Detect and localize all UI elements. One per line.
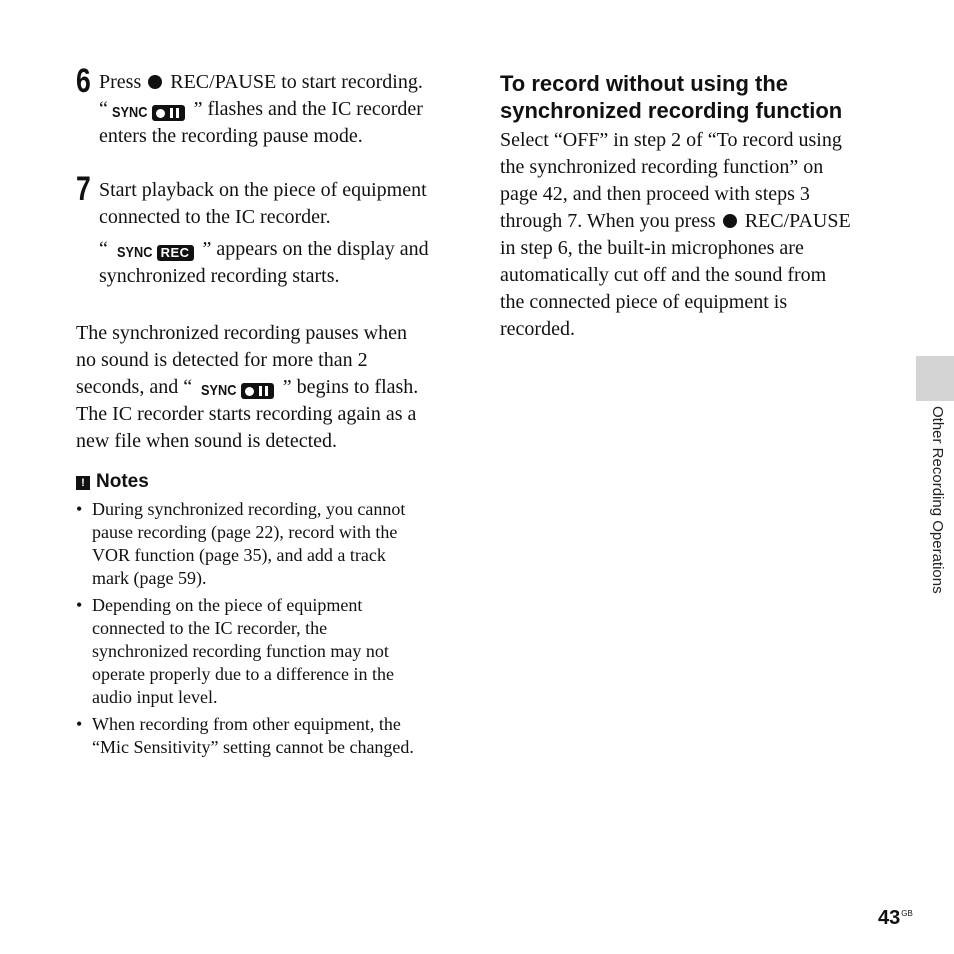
note-line: connected to the IC recorder, the [92, 618, 328, 638]
rec-dot-icon [148, 75, 162, 89]
text-line: “ SYNC ” flashes and the IC recorder [99, 98, 423, 121]
text-line: new file when sound is detected. [76, 430, 338, 452]
text-line: no sound is detected for more than 2 [76, 349, 368, 371]
text-line: page 42, and then proceed with steps 3 [500, 183, 810, 205]
sync-pause-paragraph [76, 320, 418, 455]
note-1-lines [92, 498, 405, 590]
text-line: in step 6, the built-in microphones are [500, 237, 804, 259]
note-line: VOR function (page 35), and add a track [92, 545, 386, 565]
section-heading-line-1: To record without using the [500, 71, 789, 96]
text-line: recorded. [500, 318, 575, 340]
bullet: • [76, 499, 83, 519]
note-line: pause recording (page 22), record with the [92, 522, 398, 542]
text-line: synchronized recording starts. [99, 265, 340, 287]
text-line: seconds, and “ SYNC ” begins to flash. [76, 376, 419, 399]
note-line: When recording from other equipment, the [92, 714, 401, 734]
page-number-suffix: GB [901, 909, 913, 918]
bullet: • [76, 714, 83, 734]
bullet: • [76, 595, 83, 615]
text-line: through 7. When you press REC/PAUSE [500, 210, 851, 232]
note-3-lines [92, 713, 414, 759]
note-line: synchronized recording function may not [92, 641, 389, 661]
notes-icon: ! [76, 476, 90, 490]
note-item-1 [76, 498, 406, 590]
text-line: the connected piece of equipment is [500, 291, 788, 313]
note-2-lines [92, 594, 394, 709]
text-line: The IC recorder starts recording again as a [76, 403, 417, 425]
chapter-side-label [926, 406, 946, 646]
step-6-line [99, 69, 423, 150]
paragraph-lines [76, 320, 418, 455]
rec-dot-icon [723, 214, 737, 228]
step-7-lines [99, 177, 427, 231]
note-item-2 [76, 594, 395, 709]
text-line: Start playback on the piece of equipment [99, 179, 427, 201]
chapter-side-label-text: Other Recording Operations [929, 406, 946, 594]
text-line: The synchronized recording pauses when [76, 322, 407, 344]
step-7-result [99, 236, 429, 290]
text-line: the synchronized recording function” on [500, 156, 824, 178]
sync-rec-icon: SYNC REC [117, 245, 194, 261]
section-heading-line-2: synchronized recording function [500, 98, 843, 123]
text-line: Select “OFF” in step 2 of “To record using [500, 129, 842, 151]
note-line: Depending on the piece of equipment [92, 595, 363, 615]
note-item-3 [76, 713, 414, 759]
note-line: “Mic Sensitivity” setting cannot be changed. [92, 737, 414, 757]
chapter-tab [916, 356, 954, 401]
step-7-text [99, 177, 427, 231]
sync-pause-icon: SYNC [201, 383, 274, 399]
note-line: During synchronized recording, you cannot [92, 499, 406, 519]
note-line: mark (page 59). [92, 568, 207, 588]
notes-heading [76, 471, 149, 493]
step-number-7: 7 [76, 170, 91, 208]
text-line: “ SYNC REC ” appears on the display and [99, 238, 429, 261]
note-line: audio input level. [92, 687, 218, 707]
step-6-text [99, 69, 423, 150]
text-line: automatically cut off and the sound from [500, 264, 827, 286]
page-number-value: 43 [878, 907, 901, 929]
text-line: enters the recording pause mode. [99, 125, 363, 147]
page-number [878, 907, 913, 930]
notes-title: Notes [96, 471, 149, 492]
section-heading [500, 70, 842, 124]
step-7-sub-lines [99, 236, 429, 290]
text-line: connected to the IC recorder. [99, 206, 331, 228]
sync-pause-icon: SYNC [112, 105, 185, 121]
text-line: Press REC/PAUSE to start recording. [99, 71, 423, 93]
section-body-lines [500, 127, 851, 343]
step-number-6: 6 [76, 62, 91, 100]
section-body [500, 127, 851, 343]
note-line: operate properly due to a difference in the [92, 664, 395, 684]
